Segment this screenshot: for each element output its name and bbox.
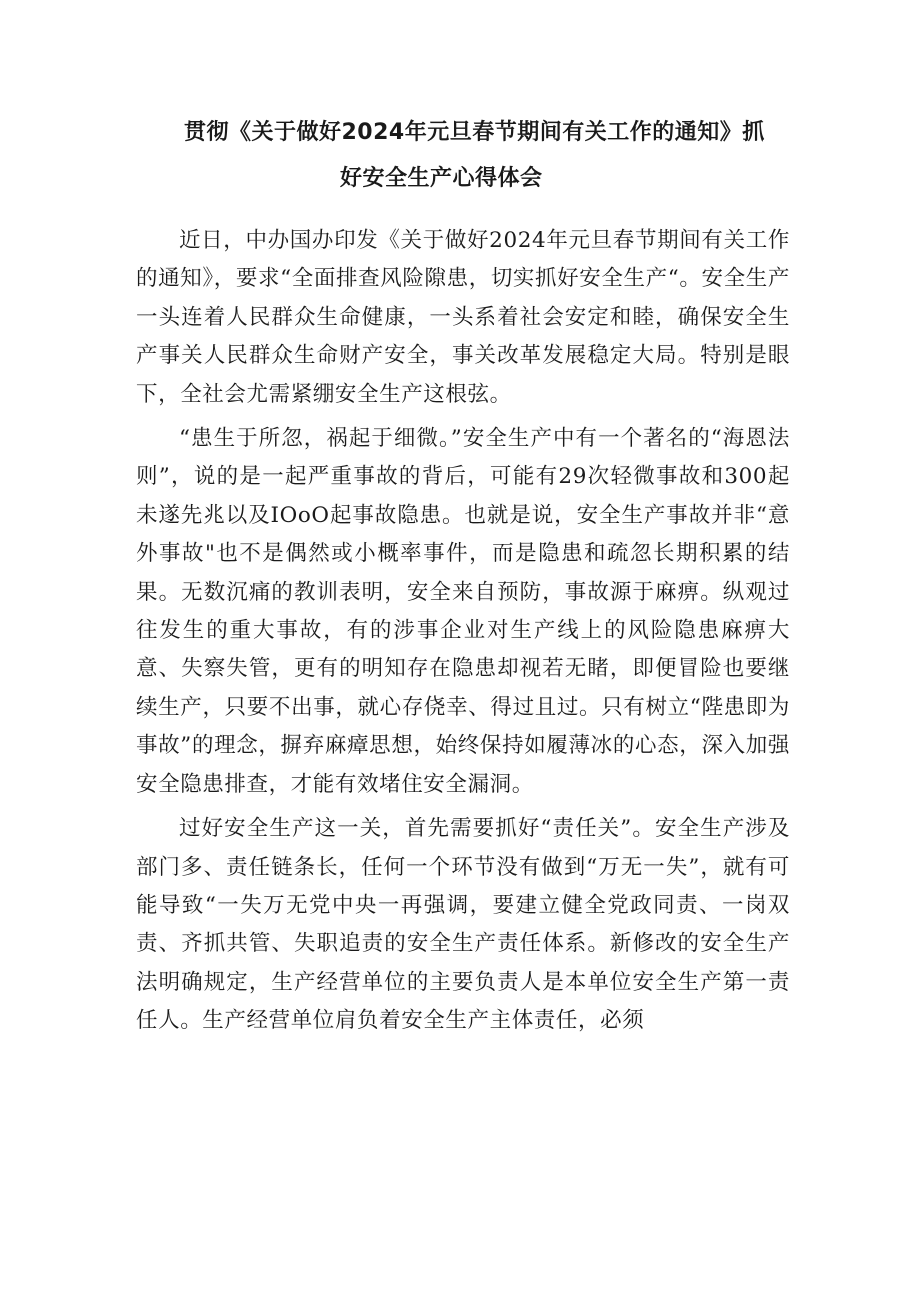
paragraph-2: “患生于所忽，祸起于细微。”安全生产中有一个著名的“海恩法则”，说的是一起严重事故的背后，可能有29次轻微事故和300起未遂先兆以及IOoO起事故隐患。也就是说，安全生产事故并非“意外事故"也不是偶然或小概率事件，而是隐患和疏忽长期积累的结果。无数沉痛的教训表明，安全来自预防，事故源于麻痹。纵观过往发生的重大事故，有的涉事企业对生产线上的风险隐患麻痹大意、失察失管，更有的明知存在隐患却视若无睹，即便冒险也要继续生产，只要不出事，就心存侥幸、得过且过。只有树立“陛患即为事故”的理念，摒弃麻瘴思想，始终保持如履薄冰的心态，深入加强安全隐患排查，才能有效堵住安全漏洞。	[136, 426, 790, 797]
title-line-2: 好安全生产心得体会	[340, 166, 543, 191]
title-line-1: 贯彻《关于做好2024年元旦春节期间有关工作的通知》抓	[184, 120, 765, 145]
paragraph-3: 过好安全生产这一关，首先需要抓好“责任关”。安全生产涉及部门多、责任链条长，任何一个环节没有做到“万无一失”，就有可能导致“一失万无党中央一再强调，要建立健全党政同责、一岗双责、齐抓共管、失职追责的安全生产责任体系。新修改的安全生产法明确规定，生产经营单位的主要负责人是本单位安全生产第一责任人。生产经营单位肩负着安全生产主体责任，必须	[136, 816, 790, 1034]
document-title	[120, 110, 800, 202]
document-body	[136, 222, 790, 1047]
paragraph-1: 近日，中办国办印发《关于做好2024年元旦春节期间有关工作的通知》，要求“全面排查风险隙患，切实抓好安全生产“。安全生产一头连着人民群众生命健康，一头系着社会安定和睦，确保安全生产事关人民群众生命财产安全，事关改革发展稳定大局。特别是眼下，全社会尤需紧绷安全生产这根弦。	[136, 228, 790, 407]
